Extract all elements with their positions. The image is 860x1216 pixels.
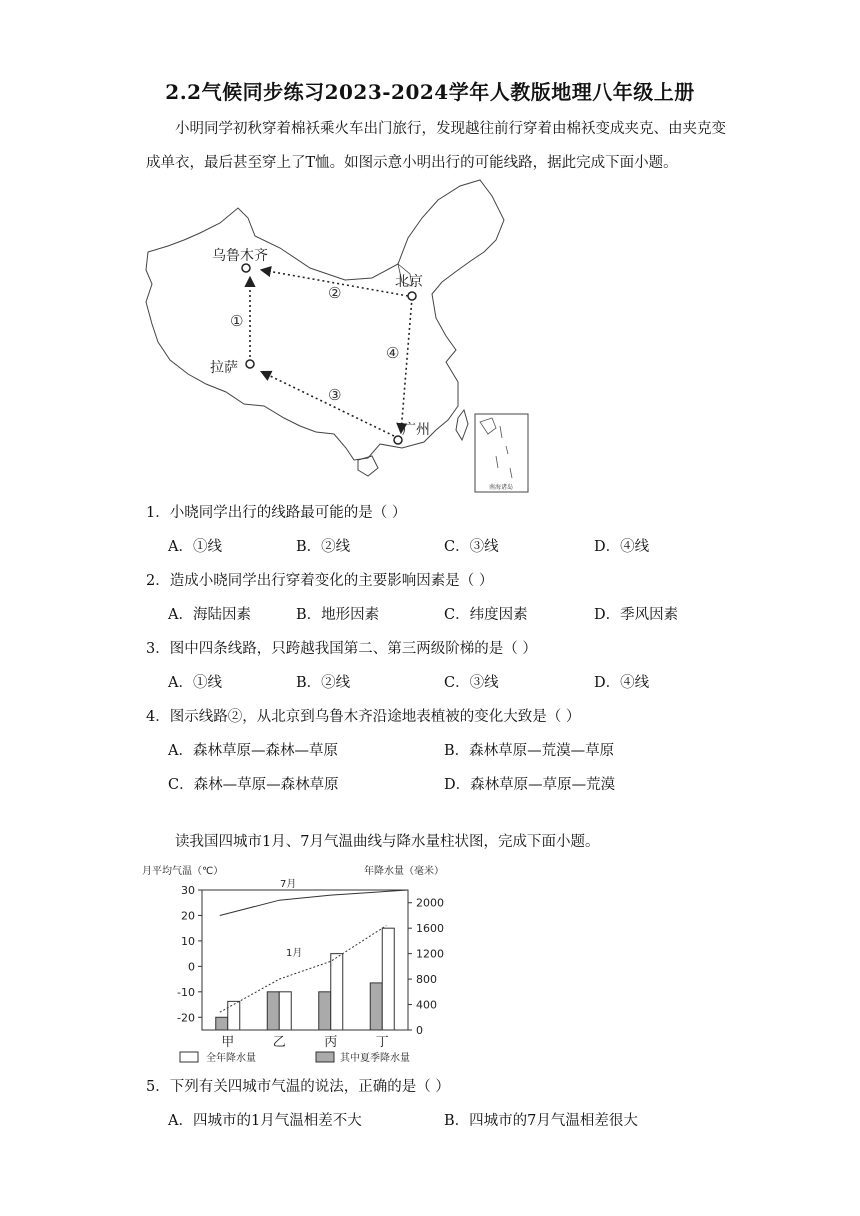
route-2-label: ②: [328, 284, 342, 302]
guangzhou-marker: [394, 436, 402, 444]
q4-option-c[interactable]: C．森林—草原—森林草原: [168, 777, 339, 793]
q2-option-d[interactable]: D．季风因素: [594, 607, 679, 623]
question-4-options-row1: [168, 739, 728, 759]
question-5: 5．下列有关四城市气温的说法，正确的是（ ）: [146, 1079, 450, 1095]
total-precip-bar-3: [382, 928, 394, 1030]
right-tick-label-2: 1200: [416, 947, 444, 961]
route-3-line: [262, 372, 394, 436]
q3-option-d[interactable]: D．④线: [594, 675, 650, 691]
left-tick-label-0: 30: [181, 884, 195, 897]
right-tick-label-0: 2000: [416, 896, 444, 910]
left-tick-label-1: 20: [181, 909, 195, 923]
question-2-options: [168, 603, 728, 623]
lhasa-marker: [246, 360, 254, 368]
beijing-marker: [408, 292, 416, 300]
left-tick-label-2: 10: [181, 934, 195, 948]
q5-option-b[interactable]: B．四城市的7月气温相差很大: [444, 1113, 638, 1129]
legend-total-label: 全年降水量: [206, 1053, 256, 1064]
q4-option-b[interactable]: B．森林草原—荒漠—草原: [444, 743, 615, 759]
route-3-label: ③: [328, 386, 342, 404]
summer-precip-bar-0: [216, 1017, 228, 1030]
total-precip-bar-2: [331, 954, 343, 1030]
route-1-label: ①: [230, 312, 244, 330]
total-precip-bar-1: [279, 992, 291, 1030]
q4-option-d[interactable]: D．森林草原—草原—荒漠: [444, 777, 616, 793]
summer-precip-bar-1: [267, 992, 279, 1030]
beijing-label: 北京: [395, 274, 423, 290]
page-title: 2.2气候同步练习2023-2024学年人教版地理八年级上册: [165, 80, 695, 104]
question-2: 2．造成小晓同学出行穿着变化的主要影响因素是（ ）: [146, 573, 494, 589]
category-label-2: 丙: [324, 1035, 338, 1050]
q1-option-a[interactable]: A．①线: [168, 539, 222, 555]
q3-option-b[interactable]: B．②线: [296, 675, 351, 691]
q5-option-a[interactable]: A．四城市的1月气温相差不大: [168, 1113, 362, 1129]
legend-summer-label: 其中夏季降水量: [340, 1053, 410, 1064]
south-china-sea-inset: [475, 414, 528, 492]
legend-summer-swatch: [316, 1052, 334, 1062]
question-3: 3．图中四条线路，只跨越我国第二、第三两级阶梯的是（ ）: [146, 641, 537, 657]
left-tick-label-3: 0: [188, 960, 195, 974]
right-tick-label-3: 800: [416, 973, 437, 987]
urumqi-label: 乌鲁木齐: [212, 248, 268, 264]
intro-paragraph-1: 小明同学初秋穿着棉袄乘火车出门旅行，发现越往前行穿着由棉袄变成夹克、由夹克变成单衣，最后甚至穿上了T恤。如图示意小明出行的可能线路，据此完成下面小题。: [146, 121, 726, 171]
question-4-options-row2: [168, 773, 728, 793]
total-precip-bar-0: [228, 1001, 240, 1030]
january-line-label: 1月: [286, 948, 303, 959]
china-route-map: [140, 178, 540, 496]
route-4-line: [401, 298, 412, 432]
hainan-island: [358, 456, 378, 476]
q1-option-d[interactable]: D．④线: [594, 539, 650, 555]
urumqi-marker: [242, 264, 250, 272]
question-1-options: [168, 535, 728, 555]
taiwan-island: [456, 410, 468, 440]
lhasa-label: 拉萨: [210, 360, 238, 376]
route-4-label: ④: [386, 344, 400, 362]
q3-option-c[interactable]: C．③线: [444, 675, 499, 691]
legend-total-swatch: [180, 1052, 198, 1062]
category-label-0: 甲: [221, 1035, 235, 1050]
summer-precip-bar-2: [319, 992, 331, 1030]
q1-option-b[interactable]: B．②线: [296, 539, 351, 555]
right-tick-label-1: 1600: [416, 922, 444, 936]
intro-paragraph-2: 读我国四城市1月、7月气温曲线与降水量柱状图，完成下面小题。: [175, 834, 600, 850]
climate-chart: [140, 858, 480, 1070]
q1-option-c[interactable]: C．③线: [444, 539, 499, 555]
question-4: 4．图示线路②，从北京到乌鲁木齐沿途地表植被的变化大致是（ ）: [146, 709, 581, 725]
q2-option-a[interactable]: A．海陆因素: [168, 607, 251, 623]
july-temperature-line: [220, 890, 408, 916]
q2-option-b[interactable]: B．地形因素: [296, 607, 380, 623]
question-3-options: [168, 671, 728, 691]
summer-precip-bar-3: [370, 983, 382, 1030]
category-label-1: 乙: [272, 1035, 286, 1050]
july-line-label: 7月: [280, 879, 297, 890]
january-temperature-line: [220, 926, 386, 1013]
q2-option-c[interactable]: C．纬度因素: [444, 607, 528, 623]
left-tick-label-5: -20: [177, 1011, 195, 1025]
right-tick-label-5: 0: [416, 1024, 423, 1037]
guangzhou-label: 广州: [402, 422, 430, 438]
right-tick-label-4: 400: [416, 998, 437, 1012]
q4-option-a[interactable]: A．森林草原—森林—草原: [168, 743, 338, 759]
left-axis-title: 月平均气温（℃）: [142, 866, 224, 877]
right-axis-title: 年降水量（毫米）: [364, 866, 444, 877]
question-5-options: [168, 1109, 728, 1129]
q3-option-a[interactable]: A．①线: [168, 675, 222, 691]
category-label-3: 丁: [375, 1035, 389, 1050]
inset-label: 南海诸岛: [488, 484, 514, 491]
question-1: 1．小晓同学出行的线路最可能的是（ ）: [146, 505, 407, 521]
china-outline: [146, 180, 504, 460]
left-tick-label-4: -10: [177, 985, 195, 999]
